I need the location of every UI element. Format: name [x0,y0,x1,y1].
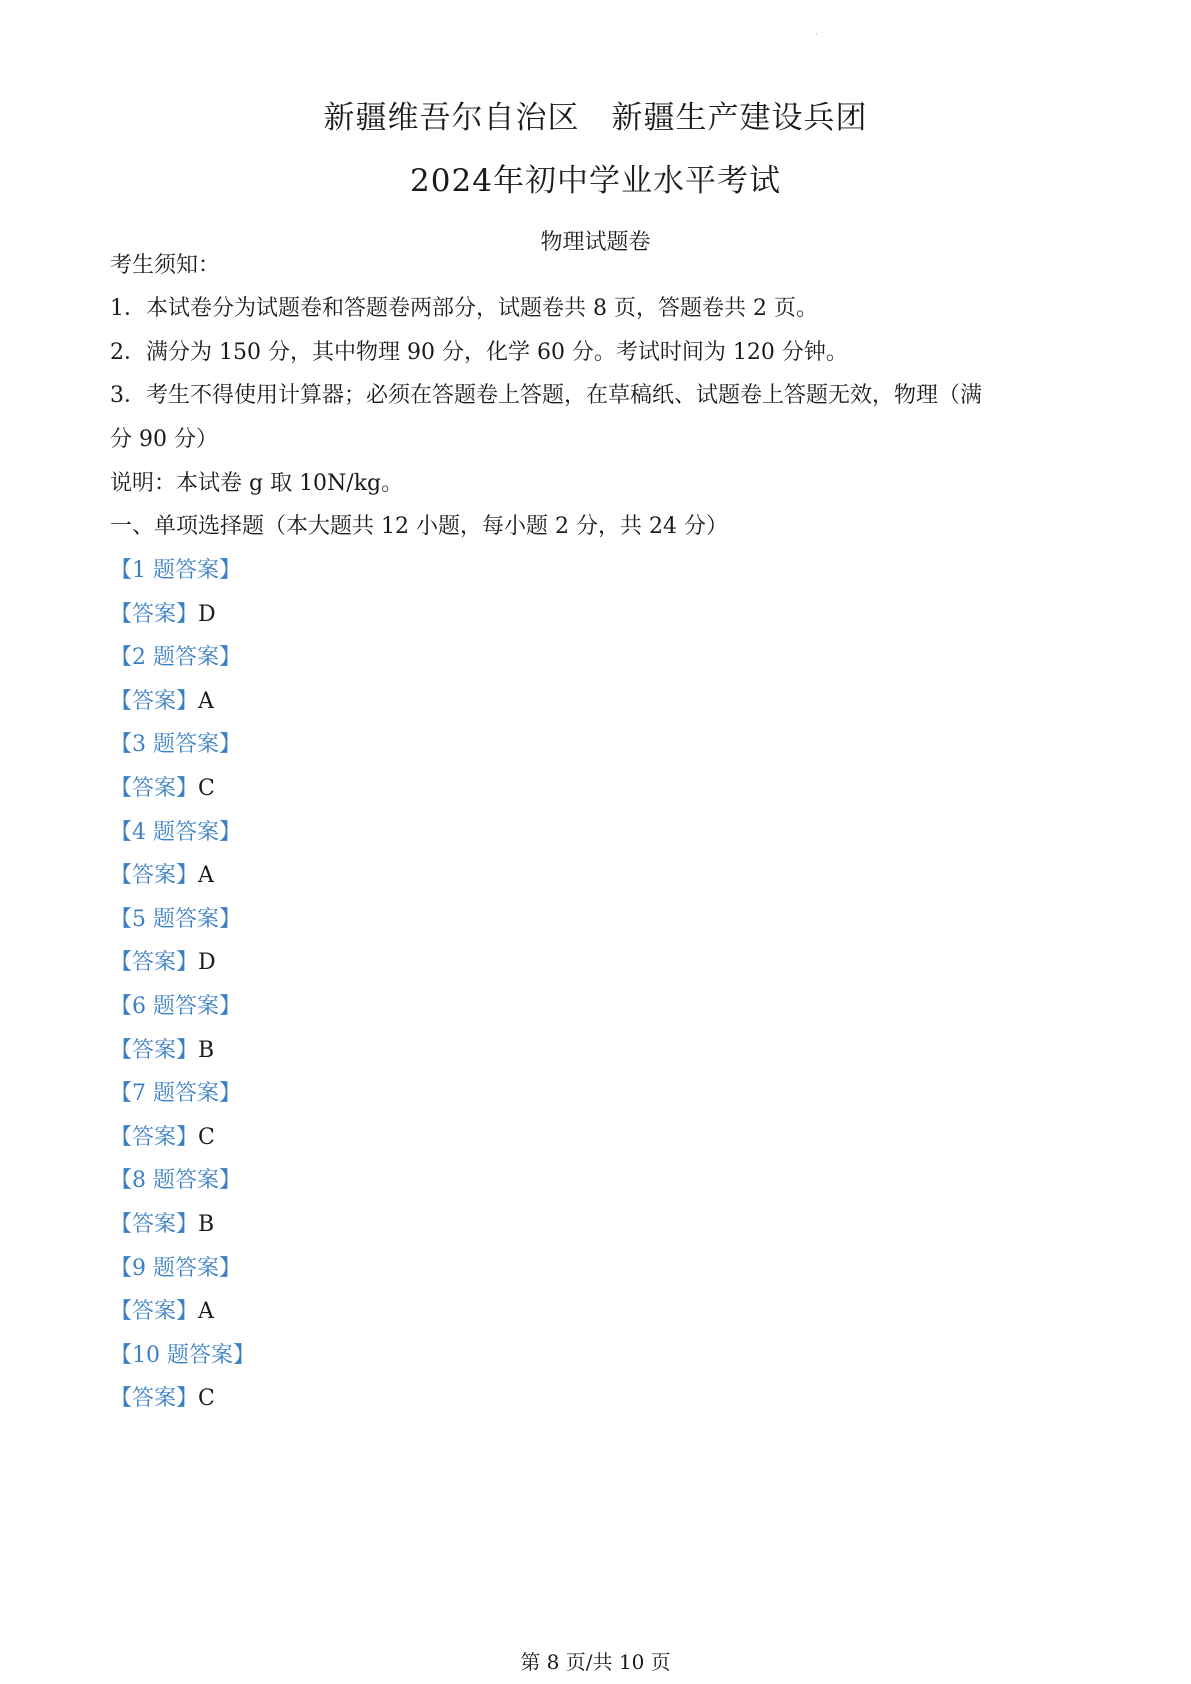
answer-label: 【答案】 [110,950,199,976]
answer-label: 【答案】 [110,1386,199,1412]
answer-row [110,861,1070,891]
answer-label: 【答案】 [110,1037,199,1063]
answer-label: 【答案】 [110,1212,199,1237]
answer-row [110,1036,1070,1066]
answer-heading: 【3 题答案】 [110,732,241,758]
corner-mark: · [815,30,818,39]
answer-value: A [198,688,214,714]
answer-value: D [198,601,216,627]
answer-heading: 【1 题答案】 [110,558,241,583]
notice-item-3: 3．考生不得使用计算器；必须在答题卷上答题，在草稿纸、试题卷上答题无效，物理（满 [110,383,983,408]
answer-heading: 【10 题答案】 [110,1342,255,1368]
answer-row [110,774,1070,804]
answer-row [110,1123,1070,1153]
answer-value: A [198,863,214,889]
title-exam: 2024年初中学业水平考试 [410,163,781,199]
answer-value: C [198,776,215,801]
answer-label: 【答案】 [110,863,199,889]
answer-row [110,687,1070,717]
answer-label: 【答案】 [110,1124,199,1150]
answer-value: A [198,1299,214,1325]
answer-heading: 【9 题答案】 [110,1255,241,1281]
answer-heading: 【4 题答案】 [110,819,241,845]
answer-heading: 【5 题答案】 [110,906,241,932]
notice-item-1: 1．本试卷分为试题卷和答题卷两部分，试题卷共 8 页，答题卷共 2 页。 [110,296,818,321]
answer-row [110,1210,1070,1240]
answer-value: C [198,1386,215,1412]
answer-label: 【答案】 [110,601,199,627]
section-title: 一、单项选择题（本大题共 12 小题，每小题 2 分，共 24 分） [110,514,728,539]
answer-value: D [198,950,216,976]
notice-item-2: 2．满分为 150 分，其中物理 90 分，化学 60 分。考试时间为 120 分钟。 [110,340,848,365]
answer-label: 【答案】 [110,688,199,714]
answer-row [110,1297,1070,1327]
answer-row [110,948,1070,978]
subtitle: 物理试题卷 [540,230,651,255]
notice-note: 说明：本试卷 g 取 10N/kg。 [110,471,404,496]
answer-row [110,1384,1070,1414]
title-region: 新疆维吾尔自治区 新疆生产建设兵团 [323,100,868,136]
answer-heading: 【7 题答案】 [110,1081,241,1107]
answer-value: B [198,1037,215,1063]
answer-row [110,600,1070,630]
answer-heading: 【8 题答案】 [110,1168,241,1194]
answer-value: C [198,1124,215,1150]
answer-label: 【答案】 [110,1299,199,1325]
answer-heading: 【6 题答案】 [110,994,241,1019]
answer-value: B [198,1212,215,1237]
answer-label: 【答案】 [110,776,199,801]
notice-heading: 考生须知： [110,253,221,278]
page-footer: 第 8 页/共 10 页 [520,1650,671,1674]
notice-item-3-continued: 分 90 分） [110,427,218,452]
answer-heading: 【2 题答案】 [110,645,241,671]
